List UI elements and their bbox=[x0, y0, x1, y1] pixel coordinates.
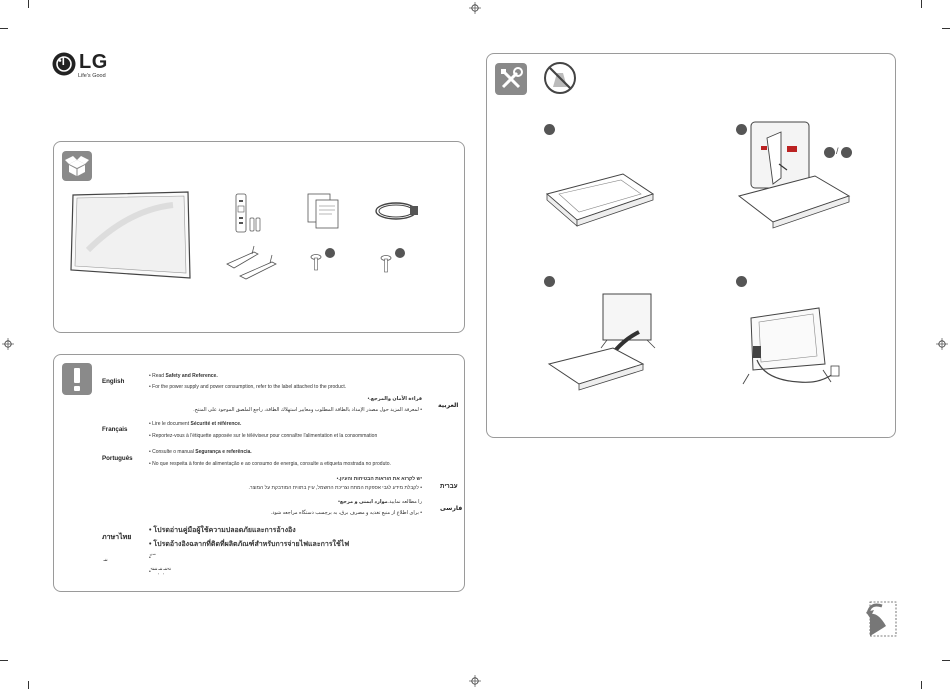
step-3-marker bbox=[544, 276, 555, 287]
no-cleaning-liquid-icon bbox=[543, 61, 577, 95]
language-label-arabic: العربية bbox=[438, 402, 459, 409]
text-segment: • لمعرفة المزيد حول مصدر الإمداد بالطاقة المطلوب ومعايير استهلاك الطاقة، راجع الملصق الموجود على المنتج. bbox=[193, 407, 422, 413]
language-label-thai: ภาษาไทย bbox=[102, 534, 132, 541]
farsi-line-1 bbox=[338, 499, 422, 505]
hebrew-line-1 bbox=[337, 476, 422, 482]
french-line-1 bbox=[149, 421, 241, 427]
text-segment: • לקבלת מידע לגבי אספקת המתח וצריכת החשמל, עיין בתווית המודבקת על המוצר. bbox=[248, 485, 422, 491]
text-segment-bold: Safety and Reference. bbox=[165, 373, 218, 379]
warning-exclamation-icon bbox=[62, 363, 92, 395]
tagline: Life's Good bbox=[78, 73, 106, 79]
text-segment: • No que respeita à fonte de alimentação e ao consumo de energia, consulte a etiqueta mostrada no produto. bbox=[149, 461, 391, 467]
text-segment-bold: قراءة الأمان والمرجع. bbox=[369, 396, 422, 402]
step-1-tv-facedown-illustration bbox=[545, 172, 655, 228]
portuguese-line-1 bbox=[149, 449, 252, 455]
remote-control-icon bbox=[234, 192, 264, 234]
language-label-portuguese: Português bbox=[102, 455, 133, 462]
text-segment-bold: Sécurité et référence. bbox=[190, 421, 242, 427]
tools-icon bbox=[495, 63, 527, 95]
text-segment: • Lire le document bbox=[149, 421, 191, 427]
portuguese-line-2 bbox=[149, 461, 391, 467]
crop-mark bbox=[942, 28, 950, 29]
page-turn-icon bbox=[864, 596, 898, 638]
stand-legs-icon bbox=[222, 242, 282, 282]
text-segment-bold: Segurança e referência. bbox=[195, 449, 252, 455]
step-1-marker bbox=[544, 124, 555, 135]
farsi-line-2 bbox=[271, 510, 422, 516]
text-segment: • Reportez-vous à l'étiquette apposée sur le téléviseur pour connaître l'alimentation et la consommation bbox=[149, 433, 378, 439]
crop-mark bbox=[0, 660, 8, 661]
thai-marks-left: ี่ ี่ bbox=[106, 560, 108, 566]
text-segment: • Read bbox=[149, 373, 166, 379]
text-segment: را مطالعه نمایید. bbox=[387, 499, 422, 505]
step-4-connect-power-illustration bbox=[739, 304, 843, 390]
screw-marker bbox=[824, 147, 835, 158]
assembly-steps-panel bbox=[486, 53, 896, 438]
text-segment: • Consulte o manual bbox=[149, 449, 196, 455]
components-panel bbox=[53, 141, 465, 333]
screw-icon bbox=[376, 248, 406, 278]
tv-front-illustration bbox=[68, 190, 193, 280]
hebrew-line-2 bbox=[249, 485, 422, 491]
box-icon bbox=[62, 151, 92, 181]
text-segment-bold: موارد ایمنی و مرجع bbox=[339, 499, 388, 505]
thai-marks-row-1: • ็ ้ ้ bbox=[149, 555, 156, 561]
text-segment: • برای اطلاع از منبع تغذیه و مصرف برق، به برچسب دستگاه مراجعه شود. bbox=[270, 510, 422, 516]
arabic-line-1 bbox=[368, 396, 422, 402]
registration-mark-icon bbox=[936, 338, 948, 350]
crop-mark bbox=[921, 681, 922, 689]
arabic-line-2 bbox=[193, 407, 422, 413]
lg-logo bbox=[52, 52, 132, 82]
text-segment: • โปรดอ้างอิงฉลากที่ติดที่ผลิตภัณฑ์สำหรับการจ่ายไฟและการใช้ไฟ bbox=[149, 541, 350, 548]
thai-line-1 bbox=[149, 525, 296, 536]
language-label-farsi: فارسی bbox=[440, 505, 463, 512]
step-3-lift-tv-illustration bbox=[547, 292, 663, 392]
safety-reference-panel bbox=[53, 354, 465, 592]
text-segment: • For the power supply and power consumption, refer to the label attached to the product. bbox=[149, 384, 347, 390]
crop-mark bbox=[0, 28, 8, 29]
manual-documents-icon bbox=[306, 192, 342, 232]
power-cord-icon bbox=[372, 198, 422, 224]
registration-mark-icon bbox=[469, 2, 481, 14]
logo-text: LG bbox=[79, 51, 108, 73]
crop-mark bbox=[942, 660, 950, 661]
french-line-2 bbox=[149, 433, 377, 439]
crop-mark bbox=[28, 681, 29, 689]
screw-marker bbox=[841, 147, 852, 158]
thai-marks-row-2: • ้ ี่ ี่ ี่ ุ ี่ ี่ ุ ี่ ี่ ้ ี่ bbox=[149, 569, 171, 575]
crop-mark bbox=[28, 0, 29, 8]
text-segment-bold: יש לקרוא את הוראות הבטיחות והעיון. bbox=[338, 476, 422, 482]
text-segment: • โปรดอ่านคู่มือผู้ใช้ความปลอดภัยและการอ้างอิง bbox=[149, 527, 296, 534]
step-4-marker bbox=[736, 276, 747, 287]
text-segment: • bbox=[367, 396, 370, 402]
slash-separator: / bbox=[836, 146, 839, 156]
lg-emblem-icon bbox=[52, 52, 76, 76]
text-segment: • bbox=[336, 476, 339, 482]
english-line-1 bbox=[149, 373, 218, 379]
language-label-french: Français bbox=[102, 426, 128, 433]
language-label-english: English bbox=[102, 378, 125, 385]
step-2-attach-stand-illustration bbox=[737, 118, 861, 230]
registration-mark-icon bbox=[469, 675, 481, 687]
crop-mark bbox=[921, 0, 922, 8]
registration-mark-icon bbox=[2, 338, 14, 350]
language-label-hebrew: עברית bbox=[440, 483, 458, 490]
screw-icon bbox=[306, 248, 336, 278]
thai-line-2 bbox=[149, 539, 349, 550]
text-segment: • bbox=[338, 499, 340, 505]
english-line-2 bbox=[149, 384, 346, 390]
